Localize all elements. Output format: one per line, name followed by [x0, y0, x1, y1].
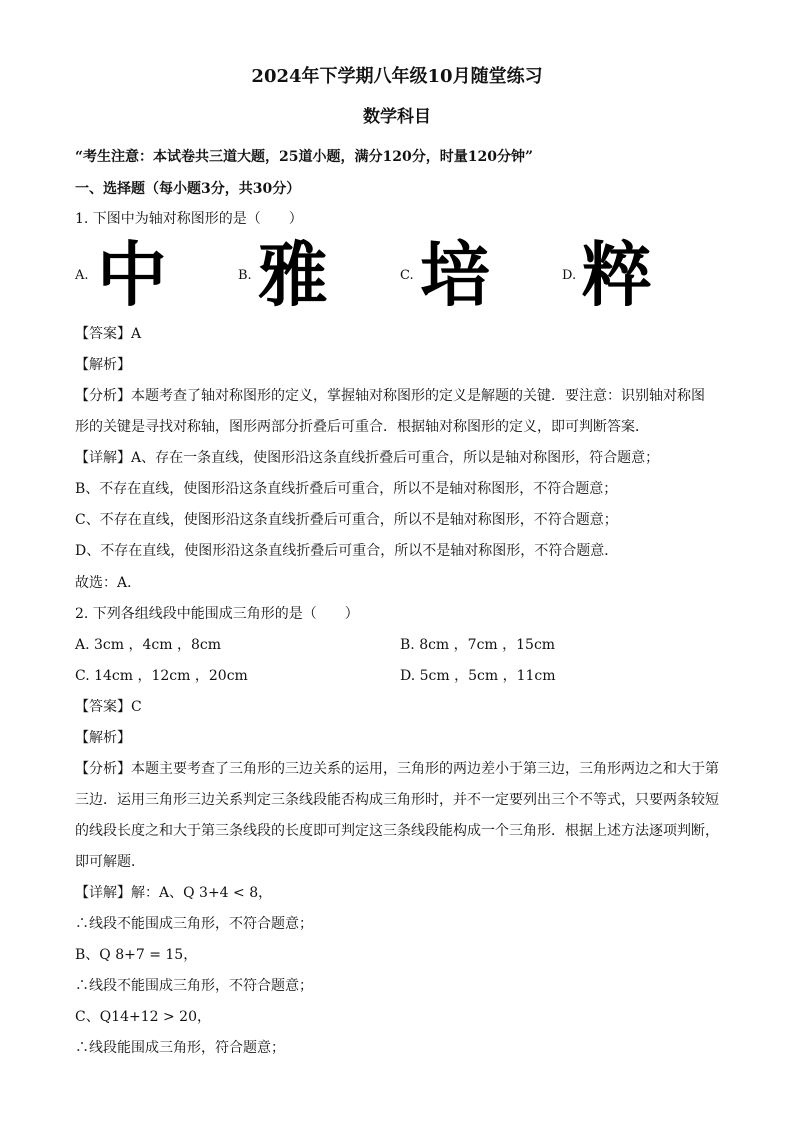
question-2-detail-4: ∴线段不能围成三角形，不符合题意； [75, 978, 313, 994]
question-2-option-d: D. 5cm ，5cm ，11cm [400, 668, 556, 684]
exam-notice: “考生注意：本试卷共三道大题，25道小题，满分120分，时量120分钟” [75, 149, 534, 165]
question-2-detail-1: 【详解】解：A、Q 3+4 < 8， [75, 885, 273, 901]
question-2-fenxi-line-4: 即可解题． [75, 854, 145, 870]
question-1-conclusion: 故选：A． [75, 575, 142, 591]
subject-title: 数学科目 [363, 107, 431, 127]
question-2-detail-3: B、Q 8+7 = 15， [75, 947, 198, 963]
question-1-fenxi-line-1: 【分析】本题考查了轴对称图形的定义，掌握轴对称图形的定义是解题的关键．要注意：识别轴对称图 [75, 388, 705, 404]
question-2-detail-6: ∴线段能围成三角形，符合题意； [75, 1040, 285, 1056]
question-1-fenxi-line-2: 形的关键是寻找对称轴，图形两部分折叠后可重合．根据轴对称图形的定义，即可判断答案． [75, 419, 649, 435]
exam-title: 2024年下学期八年级10月随堂练习 [251, 66, 543, 87]
option-c-letter: C. [400, 268, 414, 283]
question-2-detail-2: ∴线段不能围成三角形，不符合题意； [75, 916, 313, 932]
question-2-fenxi-line-3: 的线段长度之和大于第三条线段的长度即可判定这三条线段能构成一个三角形．根据上述方法逐项判断， [75, 823, 719, 839]
option-c-char: 培 [420, 234, 490, 316]
question-2-answer: 【答案】C [75, 699, 142, 715]
question-1-detail-d: D、不存在直线，使图形沿这条直线折叠后可重合，所以不是轴对称图形，不符合题意． [75, 543, 619, 559]
question-1-detail-c: C、不存在直线，使图形沿这条直线折叠后可重合，所以不是轴对称图形，不符合题意； [75, 512, 618, 528]
option-d-letter: D. [562, 268, 577, 283]
option-b-letter: B. [238, 268, 252, 283]
question-1-detail-a: 【详解】A、存在一条直线，使图形沿这条直线折叠后可重合，所以是轴对称图形，符合题意； [75, 450, 660, 466]
section-heading: 一、选择题（每小题3分，共30分） [75, 181, 301, 197]
question-2-option-a: A. 3cm ，4cm ，8cm [75, 637, 221, 653]
question-2-stem: 2. 下列各组线段中能围成三角形的是（ ） [75, 606, 359, 622]
question-1-stem: 1. 下图中为轴对称图形的是（ ） [75, 211, 303, 227]
option-a-letter: A. [75, 268, 89, 283]
question-2-option-b: B. 8cm ，7cm ，15cm [400, 637, 556, 653]
option-b-char: 雅 [258, 234, 328, 316]
question-2-fenxi-line-1: 【分析】本题主要考查了三角形的三边关系的运用，三角形的两边差小于第三边，三角形两边之和大于第 [75, 761, 719, 777]
option-d-char: 粹 [582, 234, 652, 316]
option-a-char: 中 [97, 234, 167, 316]
question-1-answer: 【答案】A [75, 326, 142, 342]
question-1-detail-b: B、不存在直线，使图形沿这条直线折叠后可重合，所以不是轴对称图形，不符合题意； [75, 481, 618, 497]
question-2-detail-5: C、Q14+12 > 20， [75, 1009, 211, 1025]
question-1-analysis-tag: 【解析】 [75, 357, 131, 373]
question-2-analysis-tag: 【解析】 [75, 730, 131, 746]
question-2-option-c: C. 14cm ，12cm ，20cm [75, 668, 248, 684]
question-2-fenxi-line-2: 三边．运用三角形三边关系判定三条线段能否构成三角形时，并不一定要列出三个不等式，只要两条较短 [75, 792, 719, 808]
